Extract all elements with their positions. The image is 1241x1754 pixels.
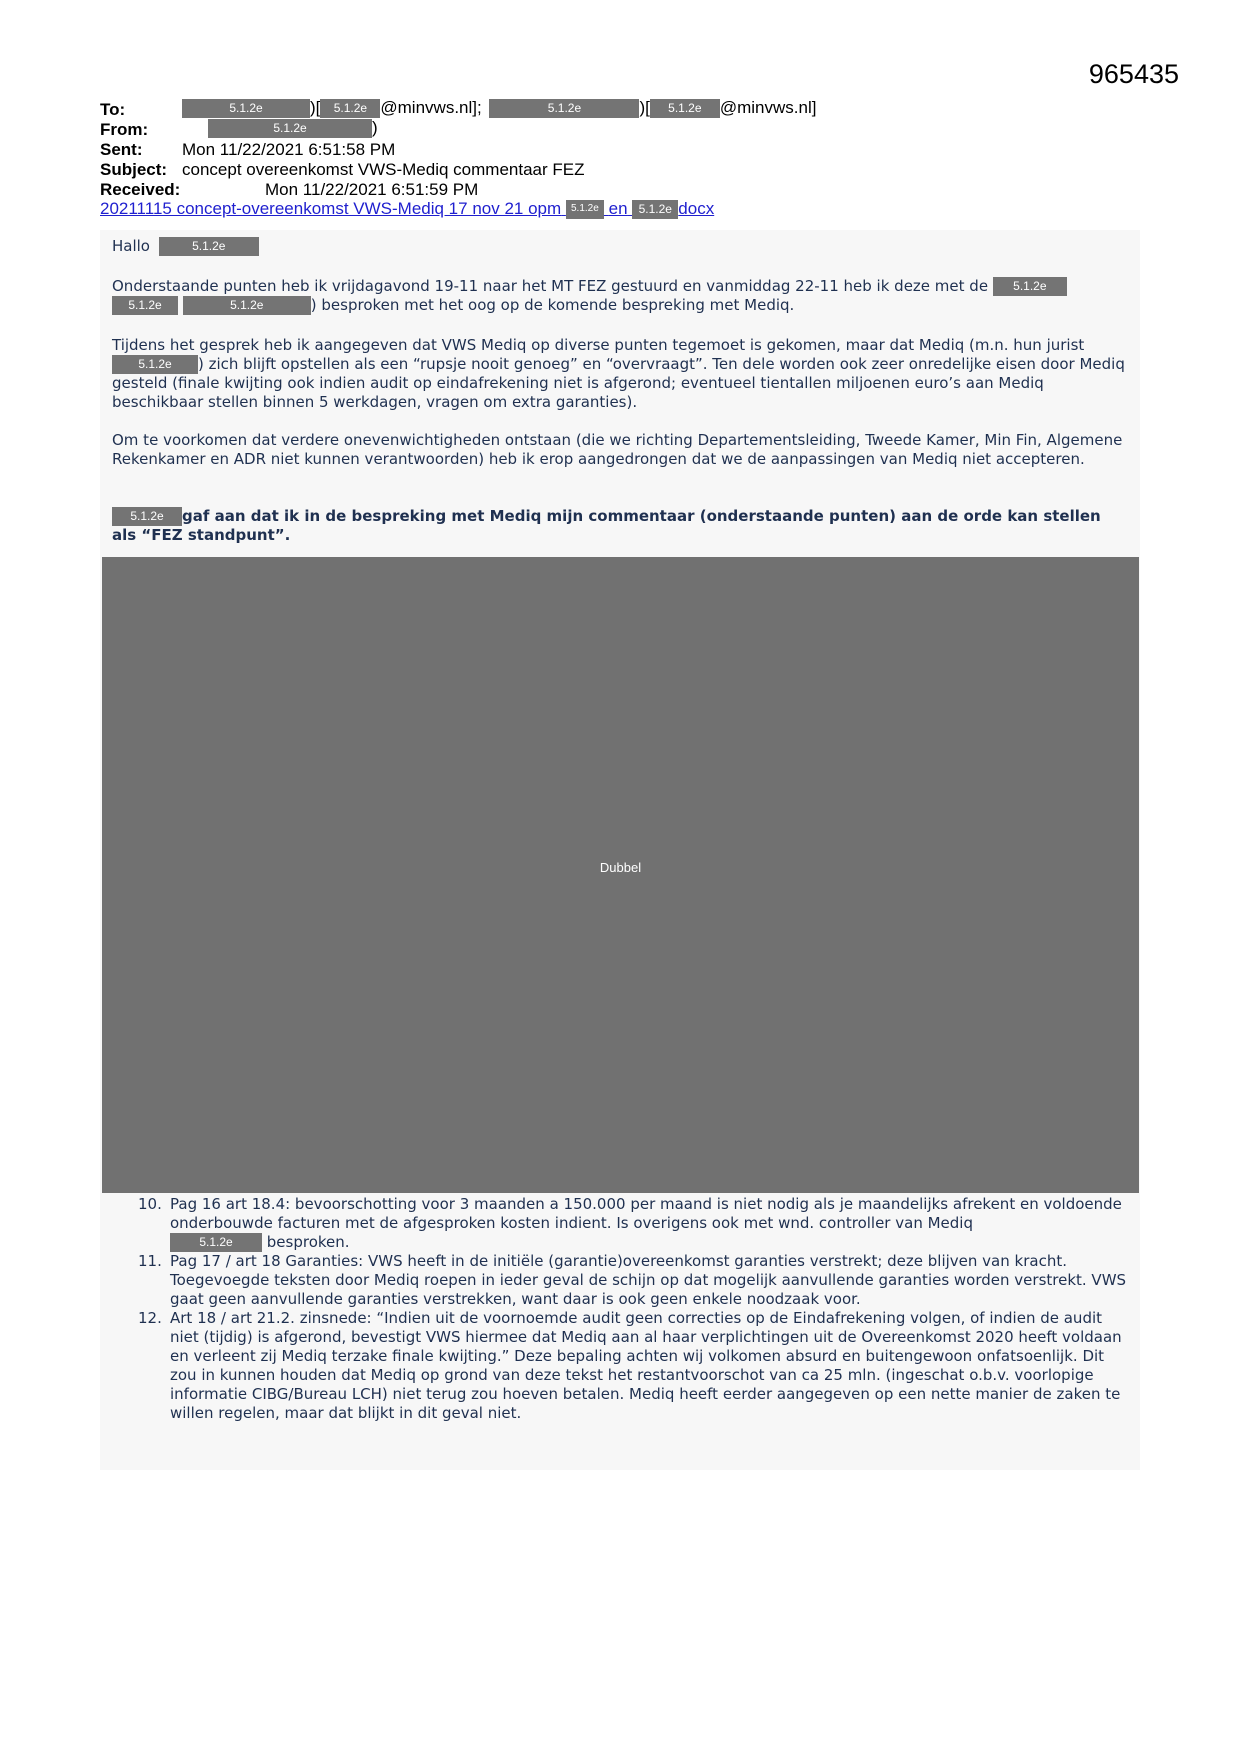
redaction: 5.1.2e [489, 99, 639, 118]
attachment-name-part[interactable]: en [608, 199, 628, 218]
paragraph-1 [112, 277, 1127, 315]
list-item [138, 1309, 1128, 1423]
list-item-text-cont: besproken. [266, 1233, 350, 1251]
redaction: 5.1.2e [566, 200, 604, 219]
redaction: 5.1.2e [183, 296, 311, 315]
redaction: 5.1.2e [112, 296, 178, 315]
list-item-text: Pag 17 / art 18 Garanties: VWS heeft in de initiële (garantie)overeenkomst garanties verstrekt; deze blijven van kracht. Toegevoegde teksten door Mediq roepen in ieder geval de schijn op dat mogelijk aanvullende garanties worden verstrekt. VWS gaat geen aanvullende garanties verstrekken, want daar is ook geen enkele noodzaak voor. [170, 1252, 1127, 1308]
email-body [100, 230, 1140, 1470]
paragraph-1-text-cont: ) besproken met het oog op de komende bespreking met Mediq. [310, 296, 795, 314]
list-item [138, 1195, 1128, 1252]
from-close: ) [372, 118, 378, 137]
numbered-list [138, 1195, 1128, 1423]
redaction: 5.1.2e [159, 237, 259, 256]
subject-label: Subject: [100, 160, 168, 179]
attachment-link[interactable] [100, 199, 714, 219]
list-item-number: 10. [138, 1195, 162, 1213]
greeting [112, 237, 1127, 256]
greeting-text: Hallo [112, 237, 150, 255]
document-number: 965435 [1088, 59, 1179, 89]
redaction: 5.1.2e [112, 355, 198, 374]
redaction: 5.1.2e [650, 99, 720, 118]
redaction: 5.1.2e [320, 99, 380, 118]
paragraph-1-text: Onderstaande punten heb ik vrijdagavond 19-11 naar het MT FEZ gestuurd en vanmiddag 22-11 heb ik deze met de [112, 277, 989, 295]
received-label: Received: [100, 180, 181, 199]
subject-value: concept overeenkomst VWS-Mediq commentaar FEZ [182, 160, 585, 179]
redacted-block-label: Dubbel [599, 860, 642, 875]
paragraph-4 [112, 507, 1127, 545]
to-separator: )[ [639, 98, 650, 117]
redaction: 5.1.2e [182, 99, 310, 118]
paragraph-2 [112, 336, 1127, 412]
redaction: 5.1.2e [993, 277, 1067, 296]
list-item-number: 12. [138, 1309, 162, 1327]
paragraph-4-text: gaf aan dat ik in de bespreking met Mediq mijn commentaar (onderstaande punten) aan de orde kan stellen als “FEZ standpunt”. [112, 507, 1101, 544]
to-domain: @minvws.nl]; [380, 98, 482, 117]
to-label: To: [100, 100, 126, 119]
attachment-extension[interactable]: docx [678, 199, 715, 218]
redaction: 5.1.2e [112, 507, 182, 526]
list-item [138, 1252, 1128, 1309]
from-label: From: [100, 120, 149, 139]
list-item-text: Pag 16 art 18.4: bevoorschotting voor 3 maanden a 150.000 per maand is niet nodig als je maandelijks afrekent en voldoende onderbouwde facturen met de afgesproken kosten indient. Is overigens ook met wnd. controller van Mediq [170, 1195, 1122, 1232]
list-item-number: 11. [138, 1252, 162, 1270]
redaction: 5.1.2e [632, 200, 678, 219]
list-item-text: Art 18 / art 21.2. zinsnede: “Indien uit de voornoemde audit geen correcties op de Eindafrekening volgen, of indien de audit niet (tijdig) is afgerond, bevestigt VWS hiermee dat Mediq aan al haar verplichtingen uit de Overeenkomst 2020 heeft voldaan en verleent zij Mediq terzake finale kwijting.” Deze bepaling achten wij volkomen absurd en buitengewoon onfatsoenlijk. Dit zou in kunnen houden dat Mediq op grond van deze tekst het restantvoorschot van ca 25 mln. (ingeschat o.b.v. voorlopige informatie CIBG/Bureau LCH) niet terug zou hoeven betalen. Mediq heeft eerder aangegeven op een nette manier de zaken te willen regelen, maar dat blijkt in dit geval niet. [170, 1309, 1122, 1422]
paragraph-3: Om te voorkomen dat verdere onevenwichtigheden ontstaan (die we richting Departementsleiding, Tweede Kamer, Min Fin, Algemene Rekenkamer en ADR niet kunnen verantwoorden) heb ik erop aangedrongen dat we de aanpassingen van Mediq niet accepteren. [112, 431, 1123, 468]
attachment-name[interactable]: 20211115 concept-overeenkomst VWS-Mediq 17 nov 21 opm [100, 199, 562, 218]
paragraph-2-text-cont: ) zich blijft opstellen als een “rupsje nooit genoeg” en “overvraagt”. Ten dele worden ook zeer onredelijke eisen door Mediq gesteld (finale kwijting ook indien audit op eindafrekening niet is afgerond; eventueel tientallen miljoenen euro’s aan Mediq beschikbaar stellen binnen 5 werkdagen, vragen om extra garanties). [112, 355, 1125, 411]
sent-label: Sent: [100, 140, 143, 159]
to-domain: @minvws.nl] [719, 98, 817, 117]
redaction: 5.1.2e [208, 119, 372, 138]
redacted-block [102, 557, 1139, 1193]
redaction: 5.1.2e [170, 1233, 262, 1252]
received-value: Mon 11/22/2021 6:51:59 PM [265, 180, 479, 199]
paragraph-2-text: Tijdens het gesprek heb ik aangegeven dat VWS Mediq op diverse punten tegemoet is gekomen, maar dat Mediq (m.n. hun jurist [112, 336, 1085, 354]
sent-value: Mon 11/22/2021 6:51:58 PM [182, 140, 396, 159]
to-separator: )[ [310, 98, 321, 117]
